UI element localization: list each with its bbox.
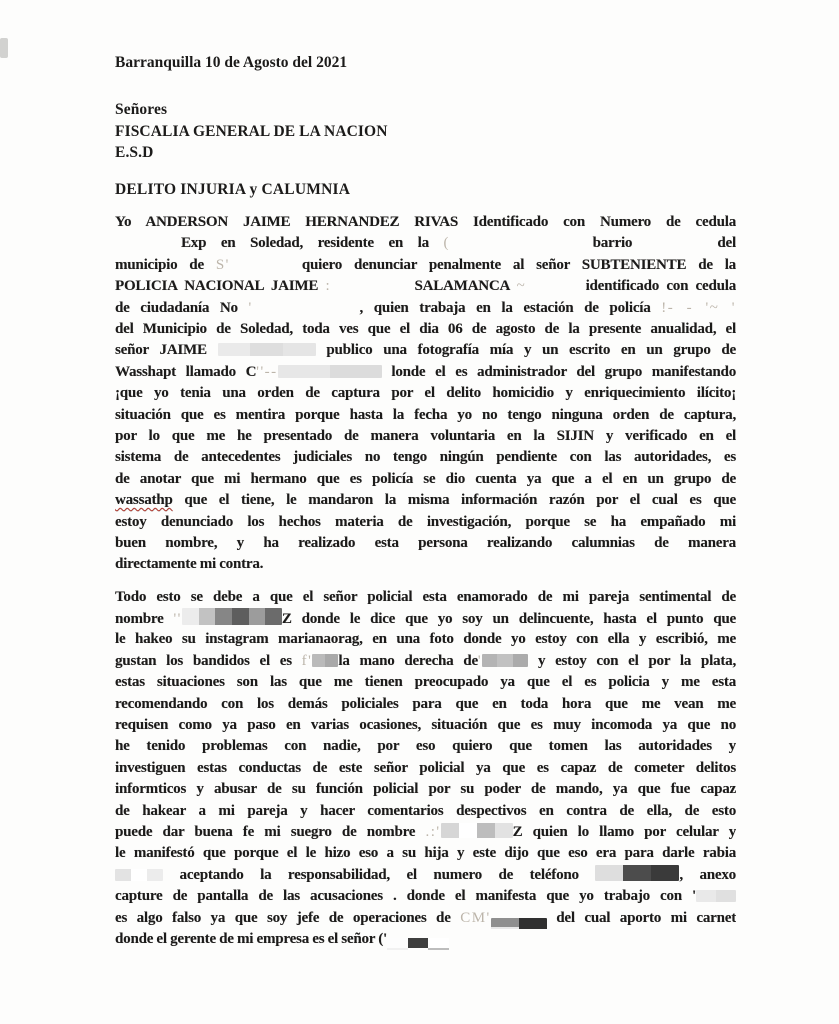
text-run: del (702, 235, 736, 252)
pixelated-redaction (387, 938, 449, 950)
faint-erased-text: f' (301, 652, 313, 669)
text-line (115, 255, 736, 276)
text-line (115, 276, 736, 297)
text-run: situación que es mentira porque hasta la fecha yo no tengo ninguna orden de captura, (115, 406, 736, 423)
text-run: Exp en Soledad, residente en la (181, 235, 444, 252)
text-run: es algo falso ya que soy jefe de operaciones de (115, 909, 461, 926)
text-line (115, 319, 736, 340)
pixelated-redaction (312, 654, 338, 667)
text-line (115, 587, 736, 608)
text-line (115, 212, 736, 233)
text-line (115, 490, 736, 511)
text-run: de ciudadanía No (115, 299, 249, 316)
blank-redaction (526, 288, 578, 290)
faint-erased-text: ( (443, 235, 451, 252)
text-run: , quien trabaja en la estación de policía (348, 299, 662, 316)
faint-erased-text: S' (215, 256, 230, 273)
text-line (115, 908, 736, 929)
text-run: investiguen estas conductas de este señor policial ya que es capaz de cometer delitos (115, 759, 736, 776)
pixelated-redaction (696, 890, 736, 902)
faint-erased-text: '' (173, 611, 182, 628)
text-line (115, 533, 736, 554)
text-line (115, 672, 736, 693)
recipient-entity: FISCALIA GENERAL DE LA NACION (115, 122, 388, 140)
text-line (115, 629, 736, 650)
text-run: le hakeo su instagram marianaorag, en una foto donde yo estoy con ella y escribió, me (115, 631, 736, 648)
text-line (115, 512, 736, 533)
text-line (115, 843, 736, 864)
text-line (115, 554, 736, 575)
faint-erased-text: .:' (425, 823, 441, 840)
misspelled-word: wassathp (115, 492, 173, 509)
paragraph (115, 587, 736, 951)
text-run: barrio (578, 235, 647, 252)
text-run: directamente mi contra. (115, 556, 264, 573)
text-line (115, 340, 736, 361)
pixelated-redaction (115, 869, 163, 881)
text-line (115, 405, 736, 426)
text-line (115, 233, 736, 254)
pixelated-redaction (441, 823, 513, 838)
text-line (115, 469, 736, 490)
text-line (115, 801, 736, 822)
scan-artifact (0, 38, 8, 58)
text-run: puede dar buena fe mi suegro de nombre (115, 823, 426, 840)
text-line (115, 383, 736, 404)
pixelated-redaction (595, 865, 679, 881)
text-run: Z quien lo llamo por celular y (512, 823, 736, 840)
letter-body (115, 212, 736, 950)
text-run: Todo esto se debe a que el señor policial esta enamorado de mi pareja sentimental de (115, 588, 736, 605)
text-run: quiero denunciar penalmente al señor SUBTENIENTE de la (289, 256, 736, 273)
text-run: del Municipio de Soledad, toda ves que el dia 06 de agosto de la presente anualidad, el (115, 320, 736, 337)
faint-erased-text: !- - '~ ' (661, 299, 736, 316)
text-run: he tenido problemas con nadie, por eso quiero que tomen las autoridades y (115, 738, 736, 755)
text-run: , anexo (679, 866, 736, 883)
text-line (115, 929, 736, 950)
letter-content (115, 52, 736, 961)
text-line (115, 426, 736, 447)
blank-redaction (230, 267, 290, 269)
text-run: donde el gerente de mi empresa es el señor (' (115, 930, 388, 947)
blank-redaction (331, 288, 407, 290)
text-run: SALAMANCA (407, 278, 517, 295)
blank-redaction (253, 310, 349, 312)
text-line (115, 886, 736, 907)
blank-redaction (115, 245, 181, 247)
subject-line: DELITO INJURIA y CALUMNIA (115, 180, 351, 198)
text-line (115, 736, 736, 757)
text-run: del cual aporto mi carnet (546, 909, 736, 926)
text-run: estas situaciones son las que me tienen preocupado ya que el es policia y me esta (115, 674, 736, 691)
text-run: informticos y abusar de su función policial por su poder de mando, ya que fue capaz (115, 781, 736, 798)
text-run: identificado con cedula (578, 278, 736, 295)
text-line (115, 608, 736, 629)
faint-erased-text: ~ (516, 278, 527, 295)
pixelated-redaction (491, 918, 547, 929)
recipient-esd: E.S.D (115, 144, 154, 162)
faint-erased-text: CM' (460, 909, 491, 926)
text-line (115, 715, 736, 736)
text-line (115, 758, 736, 779)
text-run: que el tiene, le mandaron la misma información razón por el cual es que (172, 492, 736, 509)
text-run: Yo ANDERSON JAIME HERNANDEZ RIVAS Identificado con Numero de cedula (115, 214, 736, 231)
text-run: Wasshapt llamado C (115, 363, 257, 380)
text-run: ¡que yo tenia una orden de captura por el delito homicidio y enriquecimiento ilícito¡ (115, 385, 736, 402)
text-line (115, 447, 736, 468)
pixelated-redaction (182, 608, 282, 625)
recipient-salutation: Señores (115, 101, 168, 119)
faint-erased-text: : (325, 278, 332, 295)
text-run: POLICIA NACIONAL JAIME (115, 278, 326, 295)
text-run: capture de pantalla de las acusaciones . donde el manifesta que yo trabajo con ' (115, 888, 696, 905)
text-line (115, 779, 736, 800)
pixelated-redaction (482, 654, 528, 667)
text-run: requisen como ya paso en varias ocasiones, situación que es muy incomoda ya que no (115, 717, 736, 734)
text-run: le manifestó que porque el le hizo eso a su hija y este dijo que eso era para darle rabia (115, 845, 736, 862)
text-line (115, 298, 736, 319)
text-run: sistema de antecedentes judiciales no tengo ningún pendiente con las autoridades, es (115, 449, 736, 466)
text-run: recomendando con los demás policiales para que en toda hora que me vean me (115, 695, 736, 712)
pixelated-redaction (278, 365, 382, 378)
faint-erased-text: ''-- (256, 363, 278, 380)
blank-redaction (647, 245, 703, 247)
text-run: por lo que me he presentado de manera voluntaria en la SIJIN y verificado en el (115, 427, 736, 444)
text-run: Z donde le dice que yo soy un delincuente, hasta el punto que (281, 611, 736, 628)
paragraph (115, 212, 736, 576)
text-run: aceptando la responsabilidad, el numero de teléfono (163, 866, 596, 883)
date-line: Barranquilla 10 de Agosto del 2021 (115, 54, 348, 71)
blank-redaction (450, 245, 578, 247)
text-run: estoy denunciado los hechos materia de investigación, porque se ha empañado mi (115, 513, 736, 530)
text-line (115, 694, 736, 715)
text-run: la mano derecha de (338, 652, 478, 669)
text-run: señor JAIME (115, 342, 218, 359)
text-line (115, 822, 736, 843)
text-run: de anotar que mi hermano que es policía se dio cuenta ya que a el en un grupo de (115, 470, 736, 487)
text-run: y estoy con el por la plata, (528, 652, 736, 669)
text-line (115, 865, 736, 886)
text-run: publico una fotografía mía y un escrito en un grupo de (315, 342, 736, 359)
pixelated-redaction (218, 343, 316, 356)
text-run: buen nombre, y ha realizado esta persona realizando calumnias de manera (115, 534, 736, 551)
text-run: de hakear a mi pareja y hacer comentarios despectivos en contra de ella, de esto (115, 802, 736, 819)
faint-erased-text: ' (477, 652, 483, 669)
text-run: londe el es administrador del grupo manifestando (381, 363, 736, 380)
text-line (115, 651, 736, 672)
text-line (115, 362, 736, 383)
faint-erased-text: ' (248, 299, 253, 316)
recipient-block (115, 99, 736, 163)
text-run: municipio de (115, 256, 216, 273)
text-run: gustan los bandidos el es (115, 652, 302, 669)
text-run: nombre (115, 611, 174, 628)
